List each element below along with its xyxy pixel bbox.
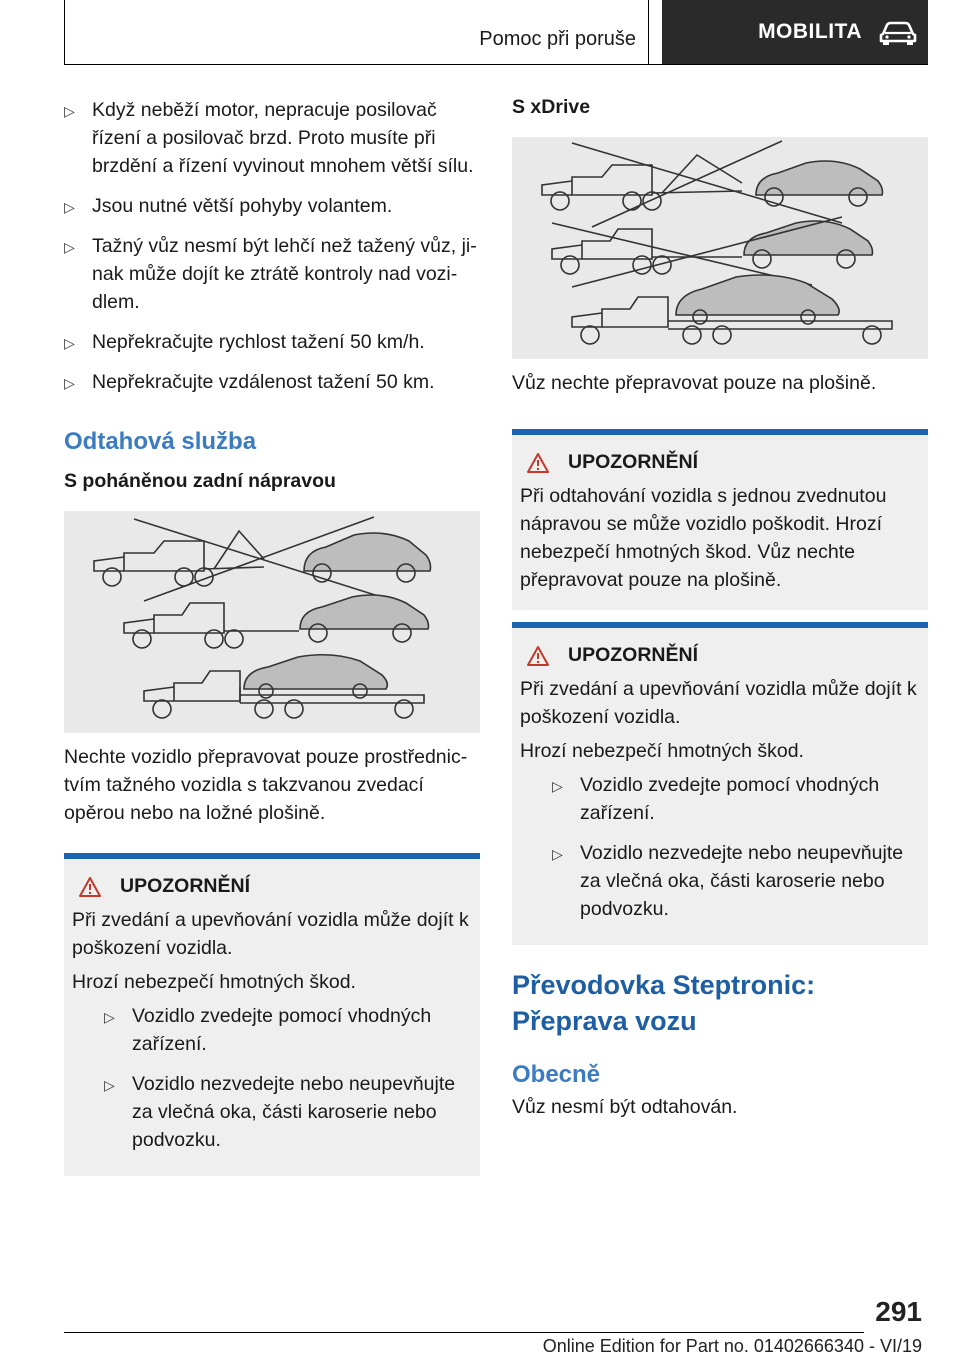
towing-methods-illustration [64,511,480,733]
list-item: ▷ Vozidlo zvedejte pomocí vhodných zařízení. [552,774,880,824]
warning-text: Při zvedání a upevňování vozidla může dojít k poškození vozidla. [520,678,917,728]
left-column [64,96,480,1176]
header-mid-rule [648,0,649,64]
subheading-rear-axle: S poháněnou zadní nápravou [64,470,336,492]
header-chapter-label: MOBILITA [758,20,862,43]
car-icon [878,19,918,45]
triangle-bullet-icon: ▷ [104,1077,115,1093]
footer-edition: Online Edition for Part no. 01402666340 - VI/19 [542,1336,922,1356]
list-item: ▷ Nepřekračujte vzdálenost tažení 50 km. [64,368,480,396]
triangle-bullet-icon: ▷ [64,103,75,119]
xdrive-towing-illustration [512,137,928,359]
list-item: ▷ Vozidlo nezvedejte nebo neupevňujte za vlečná oka, části karoserie nebo podvozku. [552,842,904,920]
warning-box [512,429,928,610]
warning-icon [78,876,102,898]
triangle-bullet-icon: ▷ [104,1009,115,1025]
page-number: 291 [875,1296,922,1327]
subheading-general: Obecně [512,1061,601,1088]
triangle-bullet-icon: ▷ [64,199,75,215]
warning-title: UPOZORNĚNÍ [520,451,920,474]
header-rule [64,64,928,65]
warning-icon [526,452,550,474]
triangle-bullet-icon: ▷ [552,846,563,862]
section-heading-towing-service: Odtahová služba [64,428,257,455]
footer-rule [64,1332,864,1333]
subheading-xdrive: S xDrive [512,96,591,118]
triangle-bullet-icon: ▷ [64,239,75,255]
warning-box [512,622,928,945]
warning-list [552,771,920,923]
triangle-bullet-icon: ▷ [64,335,75,351]
general-text: Vůz nesmí být odtahován. [512,1096,738,1118]
warning-box [64,853,480,1176]
triangle-bullet-icon: ▷ [552,778,563,794]
warning-title: UPOZORNĚNÍ [72,875,472,898]
list-item: ▷ Jsou nutné větší pohyby volantem. [64,192,480,220]
triangle-bullet-icon: ▷ [64,375,75,391]
list-item: ▷ Vozidlo nezvedejte nebo neupevňujte za vlečná oka, části karoserie nebo podvozku. [104,1073,456,1151]
list-item: ▷ Když neběží motor, nepracuje posilovač řízení a posilovač brzd. Proto musíte při brzdění a řízení vyvinout mnohem větší sílu. [64,99,474,177]
warning-text: Hrozí nebezpečí hmotných škod. [72,971,356,993]
warning-list [104,1002,472,1154]
warning-title: UPOZORNĚNÍ [520,644,920,667]
towing-notes-list [64,96,480,396]
warning-text: Hrozí nebezpečí hmotných škod. [520,740,804,762]
list-item: ▷ Nepřekračujte rychlost tažení 50 km/h. [64,328,480,356]
header-left-rule [64,0,65,64]
list-item: ▷ Tažný vůz nesmí být lehčí než tažený vůz, jinak může dojít ke ztrátě kontroly nad vozidlem. [64,235,477,313]
warning-text: Při zvedání a upevňování vozidla může dojít k poškození vozidla. [72,909,469,959]
list-item: ▷ Vozidlo zvedejte pomocí vhodných zařízení. [104,1005,432,1055]
xdrive-caption: Vůz nechte přepravovat pouze na plošině. [512,372,877,394]
section-heading-steptronic: Převodovka Steptronic: Přeprava vozu [512,970,816,1036]
warning-text: Při odtahování vozidla s jednou zvednutou nápravou se může vozidlo poškodit. Hrozí nebezpečí hmotných škod. Vůz nechte přepravovat pouze na plošině. [520,485,887,591]
header-chapter-tab [662,0,928,64]
warning-icon [526,645,550,667]
right-column [512,96,928,1121]
towing-caption: Nechte vozidlo přepravovat pouze prostřednictvím tažného vozidla s takzvanou zvedací opěrou nebo na ložné plošině. [64,746,468,824]
header-section-title: Pomoc při poruše [479,28,636,50]
